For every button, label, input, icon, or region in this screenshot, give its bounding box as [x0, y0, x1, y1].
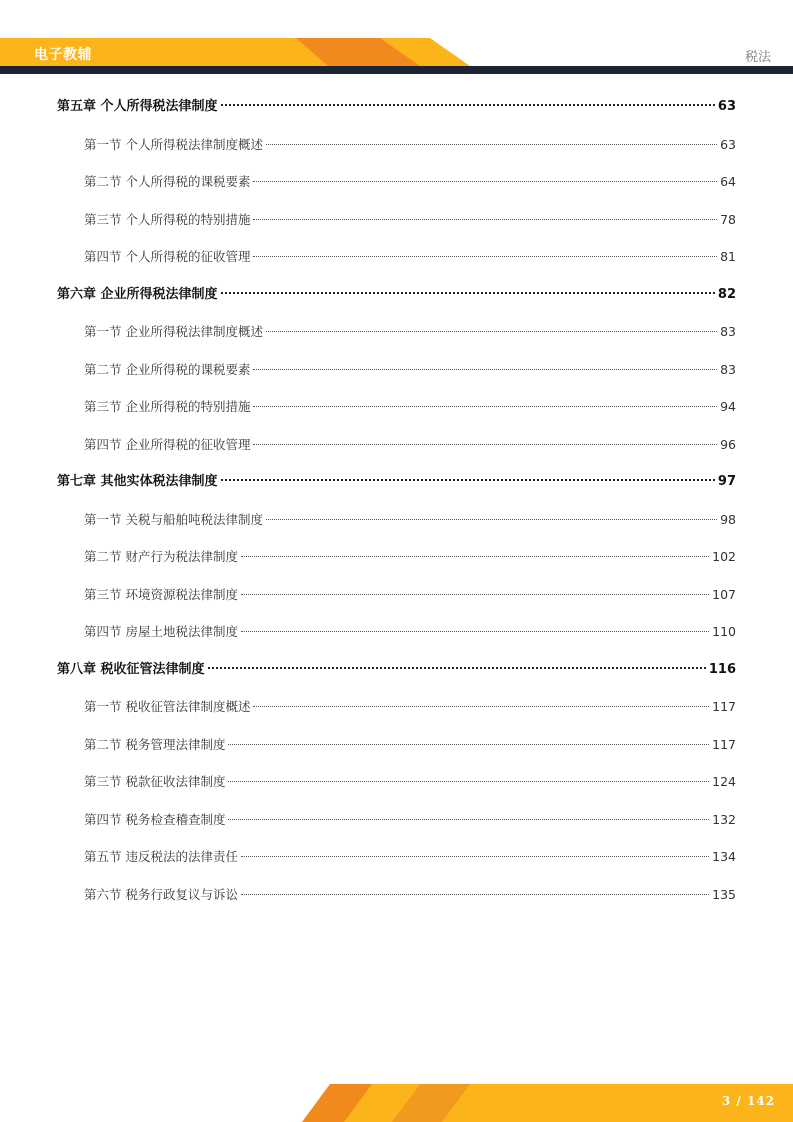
- toc-dot-leader: [228, 819, 709, 820]
- toc-entry-title: 第三节 企业所得税的特别措施: [84, 399, 251, 414]
- toc-dot-leader: [266, 331, 717, 332]
- toc-entry-title: 第四节 房屋土地税法律制度: [84, 624, 238, 639]
- toc-entry-page: 82: [717, 287, 736, 302]
- toc-section-entry[interactable]: [84, 135, 736, 155]
- toc-entry-page: 63: [720, 137, 736, 152]
- toc-dot-leader: [253, 444, 717, 445]
- toc-entry-page: 81: [720, 249, 736, 264]
- toc-dot-leader: [241, 556, 709, 557]
- toc-entry-title: 第四节 税务检查稽查制度: [84, 812, 226, 827]
- toc-chapter-entry[interactable]: [57, 472, 736, 492]
- toc-entry-title: 第一节 关税与船舶吨税法律制度: [84, 512, 263, 527]
- toc-entry-title: 第三节 个人所得税的特别措施: [84, 212, 251, 227]
- toc-section-entry[interactable]: [84, 810, 736, 830]
- toc-dot-leader: [266, 144, 717, 145]
- toc-entry-title: 第五节 违反税法的法律责任: [84, 849, 238, 864]
- toc-section-entry[interactable]: [84, 397, 736, 417]
- toc-section-entry[interactable]: [84, 172, 736, 192]
- toc-section-entry[interactable]: [84, 622, 736, 642]
- toc-dot-leader: [253, 181, 717, 182]
- page-header: [0, 0, 793, 80]
- toc-section-entry[interactable]: [84, 360, 736, 380]
- toc-entry-page: 107: [712, 587, 736, 602]
- toc-dot-leader: [208, 667, 706, 669]
- header-label: 电子教辅: [34, 47, 92, 63]
- toc-section-entry[interactable]: [84, 247, 736, 267]
- toc-dot-leader: [221, 479, 715, 481]
- toc-entry-page: 135: [712, 887, 736, 902]
- toc-entry-title: 第四节 个人所得税的征收管理: [84, 249, 251, 264]
- toc-entry-page: 124: [712, 774, 736, 789]
- footer-banner-graphic: [0, 1076, 793, 1122]
- toc-entry-title: 第二节 企业所得税的课税要素: [84, 362, 251, 377]
- toc-entry-page: 116: [708, 662, 736, 677]
- toc-dot-leader: [253, 706, 709, 707]
- toc-section-entry[interactable]: [84, 547, 736, 567]
- toc-entry-page: 78: [720, 212, 736, 227]
- toc-entry-title: 第七章 其他实体税法律制度: [57, 474, 218, 489]
- toc-section-entry[interactable]: [84, 697, 736, 717]
- toc-dot-leader: [266, 519, 717, 520]
- toc-section-entry[interactable]: [84, 510, 736, 530]
- toc-chapter-entry[interactable]: [57, 660, 736, 680]
- header-banner-graphic: [0, 0, 793, 80]
- toc-entry-title: 第一节 企业所得税法律制度概述: [84, 324, 263, 339]
- toc-dot-leader: [253, 219, 717, 220]
- toc-entry-page: 97: [717, 474, 736, 489]
- toc-section-entry[interactable]: [84, 885, 736, 905]
- toc-entry-page: 110: [712, 624, 736, 639]
- toc-chapter-entry[interactable]: [57, 285, 736, 305]
- toc-entry-page: 83: [720, 362, 736, 377]
- toc-dot-leader: [241, 894, 709, 895]
- toc-entry-page: 96: [720, 437, 736, 452]
- toc-chapter-entry[interactable]: [57, 97, 736, 117]
- toc-entry-title: 第六章 企业所得税法律制度: [57, 287, 218, 302]
- toc-entry-page: 98: [720, 512, 736, 527]
- toc-dot-leader: [253, 256, 717, 257]
- toc-entry-page: 83: [720, 324, 736, 339]
- toc-entry-title: 第三节 环境资源税法律制度: [84, 587, 238, 602]
- toc-entry-title: 第二节 财产行为税法律制度: [84, 549, 238, 564]
- toc-dot-leader: [221, 292, 715, 294]
- toc-entry-title: 第一节 个人所得税法律制度概述: [84, 137, 263, 152]
- page-number: 3 / 142: [721, 1094, 775, 1108]
- toc-dot-leader: [228, 781, 709, 782]
- toc-entry-title: 第四节 企业所得税的征收管理: [84, 437, 251, 452]
- toc-entry-page: 102: [712, 549, 736, 564]
- toc-entry-page: 134: [712, 849, 736, 864]
- toc-entry-title: 第二节 个人所得税的课税要素: [84, 174, 251, 189]
- toc-dot-leader: [253, 369, 717, 370]
- toc-entry-title: 第三节 税款征收法律制度: [84, 774, 226, 789]
- toc-section-entry[interactable]: [84, 322, 736, 342]
- toc-entry-page: 117: [712, 737, 736, 752]
- toc-dot-leader: [253, 406, 717, 407]
- toc-entry-title: 第五章 个人所得税法律制度: [57, 99, 218, 114]
- toc-section-entry[interactable]: [84, 735, 736, 755]
- page-footer: [0, 1076, 793, 1122]
- toc-dot-leader: [241, 856, 709, 857]
- toc-entry-page: 117: [712, 699, 736, 714]
- toc-entry-title: 第二节 税务管理法律制度: [84, 737, 226, 752]
- header-subject: 税法: [744, 50, 771, 65]
- toc-dot-leader: [241, 631, 709, 632]
- toc-section-entry[interactable]: [84, 772, 736, 792]
- toc-dot-leader: [221, 104, 715, 106]
- toc-section-entry[interactable]: [84, 435, 736, 455]
- toc-entry-page: 132: [712, 812, 736, 827]
- toc-dot-leader: [228, 744, 709, 745]
- toc-section-entry[interactable]: [84, 585, 736, 605]
- toc-section-entry[interactable]: [84, 210, 736, 230]
- toc-entry-page: 94: [720, 399, 736, 414]
- toc-entry-page: 63: [717, 99, 736, 114]
- toc-section-entry[interactable]: [84, 847, 736, 867]
- toc-entry-title: 第六节 税务行政复议与诉讼: [84, 887, 238, 902]
- toc-entry-title: 第八章 税收征管法律制度: [57, 662, 205, 677]
- toc-entry-title: 第一节 税收征管法律制度概述: [84, 699, 251, 714]
- toc-entry-page: 64: [720, 174, 736, 189]
- toc-dot-leader: [241, 594, 709, 595]
